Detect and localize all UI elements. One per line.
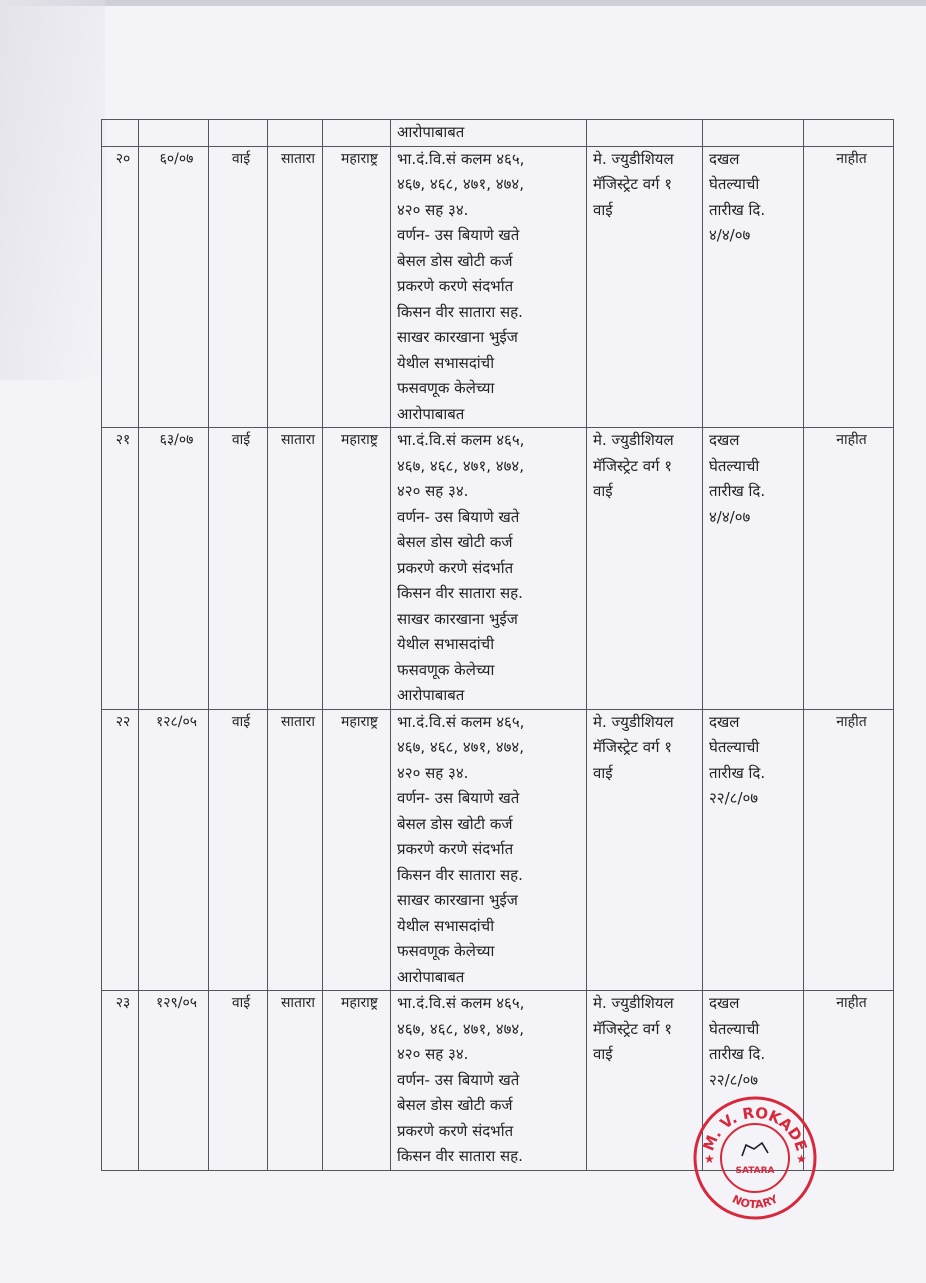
offence-description-line: येथील सभासदांची <box>397 353 495 372</box>
offence-description-line: वर्णन- उस बियाणे खते <box>397 507 520 526</box>
offence-description <box>391 991 587 1171</box>
offence-description-line: आरोपाबाबत <box>397 404 465 423</box>
offence-description <box>391 709 587 991</box>
offence-description-line: ४२० सह ३४. <box>397 1045 469 1063</box>
state-cell: महाराष्ट्र <box>323 991 391 1171</box>
stamp-name: M. V. ROKADE <box>699 1103 811 1154</box>
offence-description-line: भा.दं.वि.सं कलम ४६५, <box>397 712 525 731</box>
court-name-line: मे. ज्युडीशियल <box>593 431 674 449</box>
court-name-line: मे. ज्युडीशियल <box>593 149 674 168</box>
court-name <box>587 428 703 710</box>
court-name-line: मे. ज्युडीशियल <box>593 712 674 731</box>
court-name-line: वाई <box>593 763 613 782</box>
case-status <box>703 428 804 710</box>
offence-description-line: ४६७, ४६८, ४७१, ४७४, <box>397 1019 524 1038</box>
offence-description-line: आरोपाबाबत <box>397 686 465 704</box>
offence-description-line: प्रकरणे करणे संदर्भात <box>397 1121 514 1140</box>
offence-description-line: साखर कारखाना भुईज <box>397 891 518 909</box>
taluka-cell: वाई <box>209 428 268 710</box>
offence-description-line: साखर कारखाना भुईज <box>397 328 518 346</box>
case-number: १२८/०५ <box>139 709 209 991</box>
offence-description-line: ४६७, ४६८, ४७१, ४७४, <box>397 456 524 475</box>
offence-description-line: भा.दं.वि.सं कलम ४६५, <box>397 994 525 1012</box>
taluka-cell: वाई <box>209 146 268 428</box>
offence-description-line: किसन वीर सातारा सह. <box>397 302 523 321</box>
offence-description-line: फसवणूक केलेच्या <box>397 379 495 397</box>
offence-description-line: किसन वीर सातारा सह. <box>397 1147 523 1165</box>
offence-description-line: फसवणूक केलेच्या <box>397 660 495 679</box>
case-status-line: घेतल्याची <box>709 175 760 193</box>
offence-description-line: ४२० सह ३४. <box>397 482 469 500</box>
scan-top-edge <box>0 0 926 6</box>
court-name-line: मॅजिस्ट्रेट वर्ग १ <box>593 1019 673 1038</box>
case-status-line: दखल <box>709 712 740 731</box>
case-status-line: तारीख दि. <box>709 763 766 782</box>
state-cell: महाराष्ट्र <box>323 146 391 428</box>
case-status-line: तारीख दि. <box>709 482 766 500</box>
serial-number: २१ <box>102 428 139 710</box>
offence-description-line: बेसल डोस खोटी कर्ज <box>397 533 513 551</box>
offence-description-line: साखर कारखाना भुईज <box>397 609 518 628</box>
case-status-line: तारीख दि. <box>709 200 766 219</box>
stamp-star-left: ★ <box>704 1152 715 1166</box>
case-register-table <box>101 119 894 1171</box>
case-status-line: २२/८/०७ <box>709 789 759 807</box>
court-name-line: मॅजिस्ट्रेट वर्ग १ <box>593 738 673 756</box>
court-name-line: वाई <box>593 1045 613 1063</box>
court-name <box>587 146 703 428</box>
offence-description-line: येथील सभासदांची <box>397 635 495 653</box>
offence-description-line: भा.दं.वि.सं कलम ४६५, <box>397 149 525 168</box>
serial-number: २३ <box>102 991 139 1171</box>
taluka-cell: वाई <box>209 991 268 1171</box>
state-cell: महाराष्ट्र <box>323 428 391 710</box>
case-status-line: तारीख दि. <box>709 1045 766 1063</box>
court-name-line: मे. ज्युडीशियल <box>593 994 674 1012</box>
offence-description-line: बेसल डोस खोटी कर्ज <box>397 1096 513 1114</box>
court-name <box>587 709 703 991</box>
court-name-line: मॅजिस्ट्रेट वर्ग १ <box>593 175 673 193</box>
continuation-text: आरोपाबाबत <box>391 120 587 147</box>
serial-number: २० <box>102 146 139 428</box>
taluka-cell: वाई <box>209 709 268 991</box>
case-number: ६०/०७ <box>139 146 209 428</box>
court-name-line: वाई <box>593 482 613 500</box>
table-row <box>102 428 894 710</box>
offence-description-line: ४६७, ४६८, ४७१, ४७४, <box>397 738 524 756</box>
case-status-line: घेतल्याची <box>709 456 760 475</box>
court-name-line: वाई <box>593 200 613 219</box>
state-cell: महाराष्ट्र <box>323 709 391 991</box>
offence-description-line: वर्णन- उस बियाणे खते <box>397 226 520 244</box>
offence-description-line: ४२० सह ३४. <box>397 200 469 219</box>
stamp-place: SATARA <box>735 1166 775 1176</box>
court-name <box>587 991 703 1171</box>
scan-shadow <box>0 0 105 380</box>
case-number: ६३/०७ <box>139 428 209 710</box>
offence-description-line: प्रकरणे करणे संदर्भात <box>397 840 514 858</box>
district-cell: सातारा <box>268 428 323 710</box>
offence-description <box>391 428 587 710</box>
table-row <box>102 709 894 991</box>
offence-description <box>391 146 587 428</box>
offence-description-line: फसवणूक केलेच्या <box>397 942 495 960</box>
offence-description-line: बेसल डोस खोटी कर्ज <box>397 251 513 270</box>
stamp-star-right: ★ <box>796 1152 807 1166</box>
result-cell: नाहीत <box>804 709 894 991</box>
offence-description-line: वर्णन- उस बियाणे खते <box>397 1070 520 1089</box>
district-cell: सातारा <box>268 709 323 991</box>
offence-description-line: प्रकरणे करणे संदर्भात <box>397 277 514 295</box>
case-status-line: ४/४/०७ <box>709 226 751 244</box>
stamp-role: NOTARY <box>730 1192 780 1212</box>
case-status-line: दखल <box>709 149 740 168</box>
offence-description-line: भा.दं.वि.सं कलम ४६५, <box>397 431 525 449</box>
offence-description-line: वर्णन- उस बियाणे खते <box>397 789 520 807</box>
case-status-line: दखल <box>709 431 740 449</box>
case-status-line: २२/८/०७ <box>709 1070 759 1089</box>
district-cell: सातारा <box>268 146 323 428</box>
case-status-line: घेतल्याची <box>709 738 760 756</box>
offence-description-line: प्रकरणे करणे संदर्भात <box>397 558 514 577</box>
offence-description-line: ४६७, ४६८, ४७१, ४७४, <box>397 175 524 193</box>
table-row <box>102 146 894 428</box>
result-cell: नाहीत <box>804 146 894 428</box>
case-status-line: ४/४/०७ <box>709 507 751 526</box>
case-status-line: दखल <box>709 994 740 1012</box>
result-cell: नाहीत <box>804 428 894 710</box>
continuation-row <box>102 120 894 147</box>
offence-description-line: किसन वीर सातारा सह. <box>397 584 523 602</box>
district-cell: सातारा <box>268 991 323 1171</box>
offence-description-line: आरोपाबाबत <box>397 967 465 986</box>
case-status-line: घेतल्याची <box>709 1019 760 1038</box>
result-cell: नाहीत <box>804 991 894 1171</box>
offence-description-line: ४२० सह ३४. <box>397 763 469 782</box>
offence-description-line: किसन वीर सातारा सह. <box>397 865 523 884</box>
offence-description-line: येथील सभासदांची <box>397 916 495 935</box>
notary-stamp <box>690 1093 820 1223</box>
case-status <box>703 709 804 991</box>
court-name-line: मॅजिस्ट्रेट वर्ग १ <box>593 456 673 475</box>
offence-description-line: बेसल डोस खोटी कर्ज <box>397 814 513 833</box>
case-number: १२९/०५ <box>139 991 209 1171</box>
serial-number: २२ <box>102 709 139 991</box>
stamp-signature <box>742 1143 768 1156</box>
case-status <box>703 146 804 428</box>
